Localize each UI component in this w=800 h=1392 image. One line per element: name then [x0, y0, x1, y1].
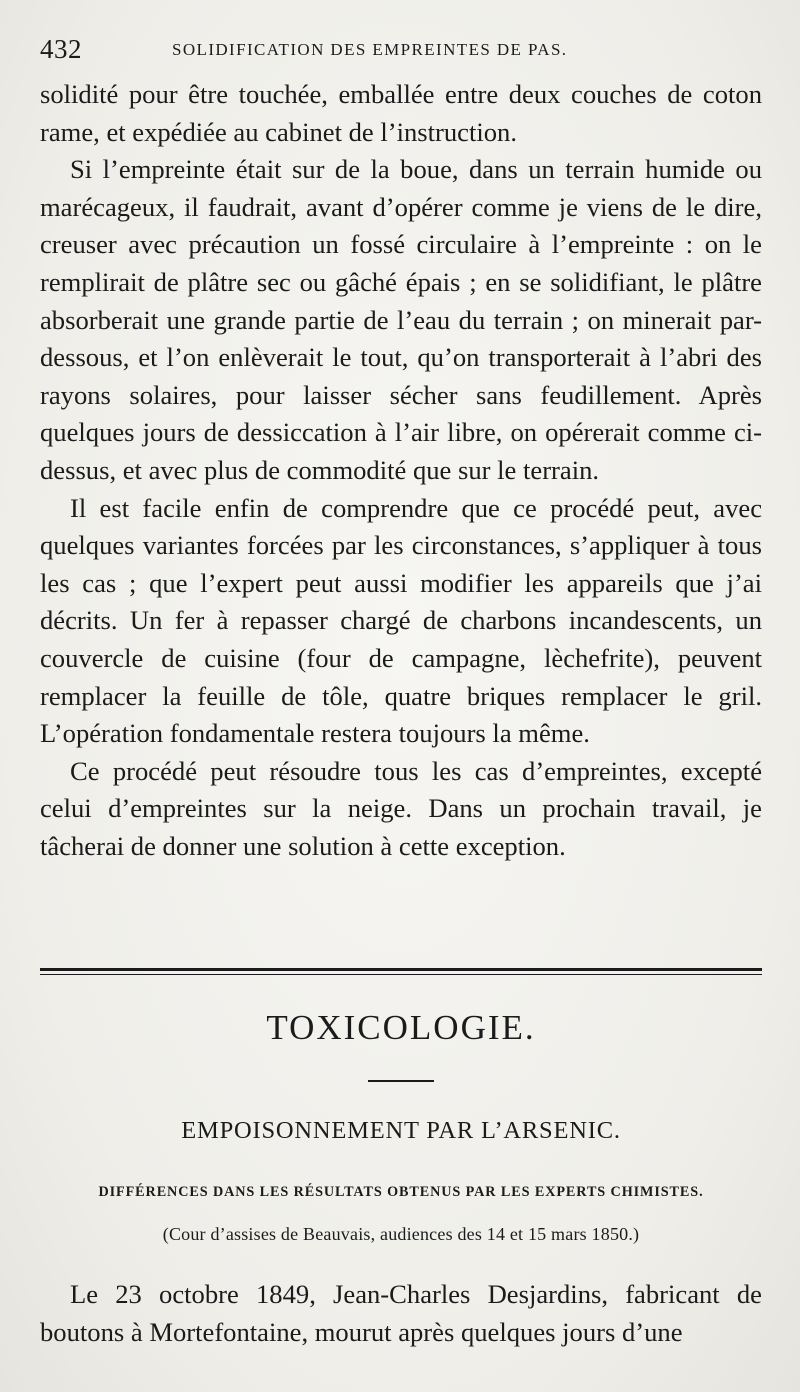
court-note: (Cour d’assises de Beauvais, audiences des 14 et 15 mars 1850.) — [162, 1224, 640, 1244]
article-title: EMPOISONNEMENT PAR L’ARSENIC. — [181, 1117, 621, 1144]
body-text — [40, 76, 762, 865]
page-number: 432 — [40, 34, 82, 64]
running-head: SOLIDIFICATION DES EMPREINTES DE PAS. — [172, 40, 568, 59]
paragraph-variants: Il est facile enfin de comprendre que ce procédé peut, avec quelques variantes forcées par les circonstances, s’appliquer à tous les cas ; que l’expert peut aussi modifier les appareils que j’ai décrits. Un fer à repasser chargé de charbons incandescents, un couvercle de cuisine (four de campagne, lèchefrite), peuvent remplacer la feuille de tôle, quatre briques remplacer le gril. L’opération fondamentale restera toujours la même. — [40, 492, 762, 749]
paragraph-continuation: solidité pour être touchée, emballée entre deux couches de coton rame, et expédiée au cabinet de l’instruction. — [40, 79, 762, 147]
page-header — [40, 34, 760, 66]
paragraph-snow-exception: Ce procédé peut résoudre tous les cas d’empreintes, excepté celui d’empreintes sur la neige. Dans un prochain travail, je tâcherai de donner une solution à cette exception. — [40, 755, 762, 861]
title-rule — [368, 1080, 434, 1082]
article-body — [40, 1276, 762, 1351]
article-subtitle: DIFFÉRENCES DANS LES RÉSULTATS OBTENUS PAR LES EXPERTS CHIMISTES. — [98, 1184, 704, 1200]
section-title: TOXICOLOGIE. — [266, 1008, 536, 1047]
paragraph-opening: Le 23 octobre 1849, Jean-Charles Desjardins, fabricant de boutons à Mortefontaine, mourut après quelques jours d’une — [40, 1279, 762, 1347]
section-divider — [40, 968, 762, 975]
paragraph-mud-imprint: Si l’empreinte était sur de la boue, dans un terrain humide ou marécageux, il faudrait, avant d’opérer comme je viens de le dire, creuser avec précaution un fossé circulaire à l’empreinte : on le remplirait de plâtre sec ou gâché épais ; en se solidifiant, le plâtre absorberait une grande partie de l’eau du terrain ; on minerait par-dessous, et l’on enlèverait le tout, qu’on transporterait à l’abri des rayons solaires, pour laisser sécher sans feudillement. Après quelques jours de dessiccation à l’air libre, on opérerait comme ci-dessus, et avec plus de commodité que sur le terrain. — [40, 154, 762, 485]
